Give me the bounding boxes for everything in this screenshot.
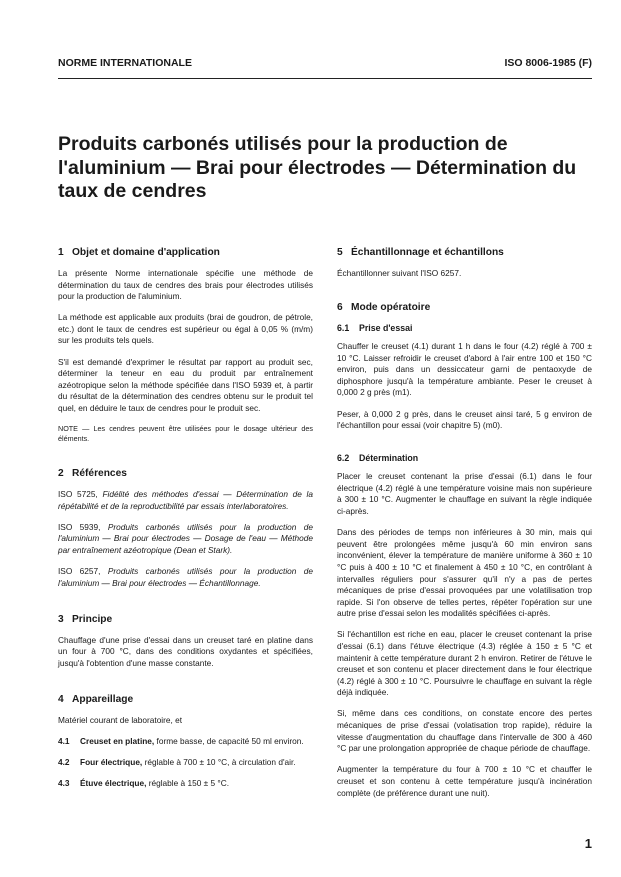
item-name: Four électrique, — [80, 757, 143, 768]
section-title: Références — [72, 468, 127, 480]
section-number: 3 — [58, 613, 64, 625]
item-description: réglable à 150 ± 5 °C. — [148, 778, 230, 789]
subsection-6-2-paragraph-1: Placer le creuset contenant la prise d'essai (6.1) dans le four électrique (4.2) réglé à une température voisine mais non supérieure à 300 ± 10 °C. Augmenter le chauffage en suivant la règle indiquée ci-après. — [337, 471, 592, 517]
section-title: Principe — [72, 613, 113, 625]
item-description: forme basse, de capacité 50 ml environ. — [156, 736, 304, 747]
subsection-6-2-heading — [337, 453, 592, 464]
section-number: 1 — [58, 247, 64, 258]
apparatus-item-4-2 — [58, 757, 313, 769]
section-4-intro: Matériel courant de laboratoire, et — [58, 715, 183, 726]
section-4-heading — [58, 693, 313, 706]
subsection-number: 6.1 — [337, 323, 350, 334]
section-1-paragraph-3: S'il est demandé d'exprimer le résultat par rapport au produit sec, déterminer la teneur en eau du produit par entraînement azéotropique selon la méthode spécifiée dans l'ISO 5939 et, à partir du résultat de la détermination des cendres obtenu sur le produit tel quel, en déduire le taux de cendres pour le produit sec. — [58, 356, 313, 413]
item-number: 4.3 — [58, 778, 70, 789]
item-number: 4.1 — [58, 736, 70, 747]
section-5-paragraph-1: Échantillonner suivant l'ISO 6257. — [337, 268, 462, 278]
section-2-heading — [58, 467, 313, 480]
section-3-paragraph-1: Chauffage d'une prise d'essai dans un creuset taré en platine dans un four à 700 °C, dans des conditions oxydantes et spécifiées, jusqu'à l'obtention d'une masse constante. — [58, 634, 313, 668]
section-3-heading — [58, 613, 313, 626]
reference-title: Produits carbonés utilisés pour la production de l'aluminium — Brai pour électrodes — Échantillonnage. — [58, 566, 313, 588]
subsection-number: 6.2 — [337, 453, 350, 464]
subsection-6-2-paragraph-3: Si l'échantillon est riche en eau, placer le creuset contenant la prise d'essai (6.1) dans l'étuve électrique (4.3) réglée à 150 ± 5 °C et maintenir à cette température durant 2 h environ. Retirer de l'étuve le creuset et son contenu et placer directement dans le four électrique (4.2) réglé à 300 ± 10 °C. Poursuivre le chauffage en suivant la règle déjà indiquée. — [337, 629, 592, 698]
running-header — [58, 57, 592, 71]
reference-iso-5725 — [58, 489, 313, 512]
section-title: Appareillage — [72, 694, 134, 706]
item-name: Creuset en platine, — [80, 736, 155, 747]
header-standard-type: NORME INTERNATIONALE — [58, 57, 192, 69]
subsection-title: Détermination — [359, 453, 419, 464]
section-number: 2 — [58, 468, 64, 480]
reference-title: Produits carbonés utilisés pour la production de l'aluminium — Brai pour électrodes — Dosage de l'eau — Méthode par entraînement azéotropique (Dean et Stark). — [58, 521, 313, 555]
section-1-paragraph-2: La méthode est applicable aux produits (brai de goudron, de pétrole, etc.) dont le taux de cendres est supérieur ou égal à 0,05 % (m/m) sur les produits tels quels. — [58, 312, 313, 346]
subsection-6-1-heading — [337, 323, 592, 334]
right-column — [337, 246, 592, 809]
apparatus-item-4-3 — [58, 778, 313, 790]
reference-title: Fidélité des méthodes d'essai — Détermination de la répétabilité et de la reproductibilité par essais interlaboratoires. — [58, 489, 313, 511]
section-1-note: NOTE — Les cendres peuvent être utilisées pour le dosage ultérieur des éléments. — [58, 424, 313, 443]
apparatus-item-4-1 — [58, 736, 313, 748]
section-title: Mode opératoire — [351, 302, 431, 314]
section-1-paragraph-1: La présente Norme internationale spécifie une méthode de détermination du taux de cendres des brais pour électrodes utilisés pour la production de l'aluminium. — [58, 268, 313, 302]
section-number: 6 — [337, 302, 343, 314]
item-number: 4.2 — [58, 757, 70, 768]
reference-iso-6257 — [58, 566, 313, 589]
reference-code: ISO 5725, — [58, 489, 98, 500]
page-number: 1 — [584, 836, 592, 851]
subsection-title: Prise d'essai — [359, 323, 413, 334]
section-number: 4 — [58, 694, 64, 706]
header-standard-number: ISO 8006-1985 (F) — [504, 57, 592, 69]
item-name: Étuve électrique, — [80, 778, 147, 789]
section-title: Échantillonnage et échantillons — [351, 247, 504, 258]
reference-code: ISO 6257, — [58, 566, 101, 577]
document-title: Produits carbonés utilisés pour la production de l'aluminium — Brai pour électrodes — Détermination du taux de cendres — [58, 133, 577, 202]
reference-code: ISO 5939, — [58, 521, 101, 532]
subsection-6-2-paragraph-5: Augmenter la température du four à 700 ± 10 °C et chauffer le creuset et son contenu à cette température jusqu'à incinération complète (de préférence durant une nuit). — [337, 764, 592, 798]
reference-iso-5939 — [58, 522, 313, 557]
section-5-heading — [337, 246, 592, 259]
left-column — [58, 246, 313, 799]
subsection-6-1-paragraph-2: Peser, à 0,000 2 g près, dans le creuset ainsi taré, 5 g environ de l'échantillon pour essai (voir chapitre 5) (m0). — [337, 408, 592, 431]
section-title: Objet et domaine d'application — [72, 247, 220, 258]
subsection-6-1-paragraph-1: Chauffer le creuset (4.1) durant 1 h dans le four (4.2) réglé à 700 ± 10 °C. Laisser refroidir le creuset d'abord à l'air entre 100 et 150 °C environ, puis dans un dessiccateur garni de pentaoxyde de diphosphore jusqu'à la température ambiante. Peser le creuset à 0,000 2 g près (m1). — [337, 341, 592, 398]
subsection-6-2-paragraph-2: Dans des périodes de temps non inférieures à 30 min, mais qui peuvent être prolongées même jusqu'à 60 min environ sans inconvénient, élever la température de manière uniforme à 360 ± 10 °C puis à 400 ± 10 °C et finalement à 450 ± 10 °C, en contrôlant à intervalles réguliers pour s'assurer qu'il n'y a pas de pertes mécaniques de prise d'essai provoquées par une volatilisation trop rapide. Si l'on observe de telles pertes, répéter l'opération sur une autre prise d'essai selon les modalités spécifiées ci-après. — [337, 527, 592, 619]
item-description: réglable à 700 ± 10 °C, à circulation d'air. — [144, 757, 296, 768]
header-rule — [58, 78, 592, 79]
section-6-heading — [337, 301, 592, 314]
section-1-heading — [58, 246, 313, 259]
subsection-6-2-paragraph-4: Si, même dans ces conditions, on constate encore des pertes mécaniques de prise d'essai (volatisation trop rapide), réduire la vitesse d'augmentation du chauffage dans l'intervalle de 300 à 460 °C par une prolongation appropriée de chaque période de chauffage. — [337, 708, 592, 754]
section-number: 5 — [337, 247, 343, 258]
